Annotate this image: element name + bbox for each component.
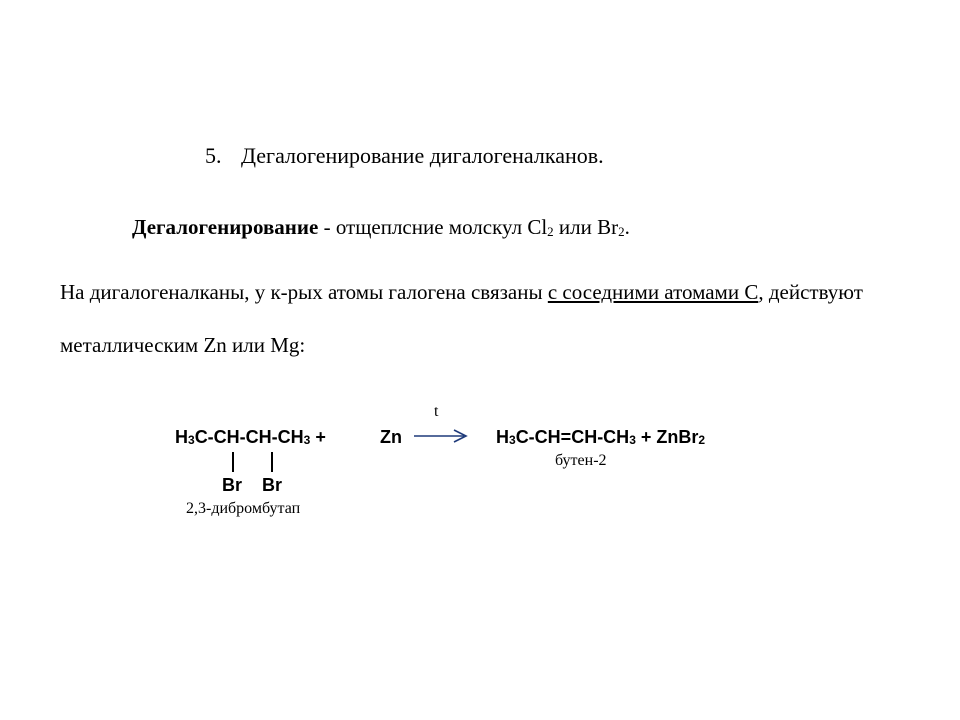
plus-sign: + [310, 427, 326, 447]
formula-part: H [175, 427, 188, 447]
product-name: бутен-2 [555, 452, 607, 469]
formula-subscript: 3 [509, 433, 516, 447]
bromine-substituent-2: Br [262, 475, 283, 495]
formula-part: H [496, 427, 509, 447]
definition-line [132, 215, 630, 240]
paragraph-underlined: с соседними атомами С [547, 280, 759, 304]
formula-subscript: 3 [629, 433, 636, 447]
reactant-formula [175, 427, 326, 448]
bromine-substituent-1: Br [222, 475, 243, 495]
formula-part: C-CH-CH-CH [194, 427, 304, 447]
paragraph-line-1 [60, 280, 863, 305]
product-formula [496, 427, 705, 448]
cl-subscript: 2 [547, 224, 554, 239]
formula-subscript: 2 [698, 433, 706, 447]
formula-subscript: 3 [188, 433, 195, 447]
bond-line-2 [271, 452, 273, 472]
definition-term: Дегалогенирование [132, 215, 319, 239]
section-heading [205, 143, 604, 169]
reactant-name: 2,3-дибромбутап [186, 500, 301, 517]
definition-mid: или Br [553, 215, 619, 239]
formula-part: + ZnBr [635, 427, 699, 447]
condition-label: t [434, 403, 439, 420]
bond-line-1 [232, 452, 234, 472]
formula-subscript: 3 [303, 433, 311, 447]
definition-end: . [624, 215, 630, 239]
reagent-zn: Zn [380, 427, 402, 447]
br-subscript: 2 [618, 224, 625, 239]
definition-text: - отщеплсние молскул Cl [318, 215, 548, 239]
paragraph-text-start: На дигалогеналканы, у к-рых атомы галогена связаны [60, 280, 548, 304]
section-number: 5. [205, 143, 222, 168]
formula-part: C-CH=CH-CH [515, 427, 630, 447]
section-title: Дегалогенирование дигалогеналканов. [241, 143, 604, 168]
paragraph-text-end: , действуют [758, 280, 863, 304]
reaction-arrow-icon [414, 428, 470, 444]
paragraph-line-2: металлическим Zn или Mg: [60, 333, 306, 357]
